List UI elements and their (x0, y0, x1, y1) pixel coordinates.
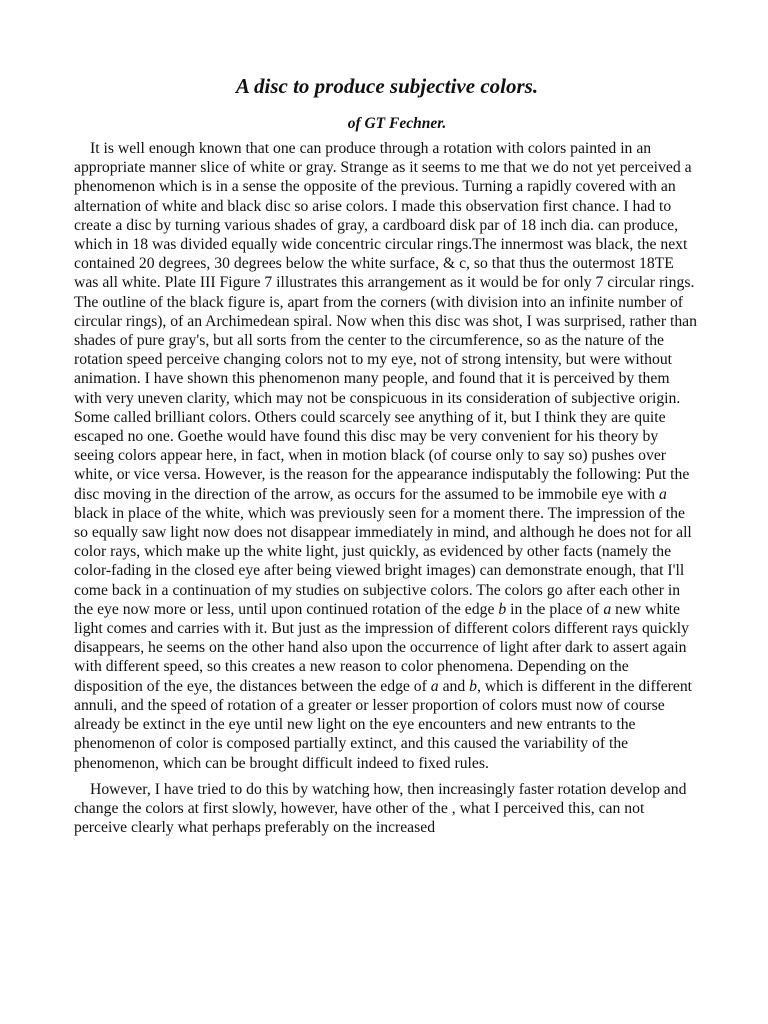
document-author: of GT Fechner. (347, 115, 447, 132)
document-title: A disc to produce subjective colors. (235, 74, 539, 98)
paragraph-2-text: what I perceived this, can not perceive clearly what perhaps preferably on the increased (74, 799, 645, 837)
paragraph-1-text: black in place of the white, which was previously seen for a moment there. The impression of the so equally saw light now does not disappear immediately in mind, and although he does not for all color rays, which make up the white light, just quickly, as evidenced by other facts (namely the color-fading in the closed eye after being viewed bright images) can demonstrate enough, that I'll come back in a continuation of my studies on subjective colors. The colors go after each other in the eye now more or less, until upon continued rotation of the edge (74, 504, 692, 618)
variable-b: b (498, 600, 507, 618)
document-page (74, 58, 700, 837)
paragraph-1-text: and (438, 677, 470, 695)
paragraph-1-text: in the place of (506, 600, 604, 618)
italic-comma: , (451, 799, 456, 817)
body-paragraph-2 (74, 780, 700, 838)
variable-a: a (658, 485, 667, 503)
paragraph-1-text: which is different in the different annuli, and the speed of rotation of a greater or lesser proportion of colors must now of course already be extinct in the eye until new light on the eye encounters and new entrants to the phenomenon of color is composed partially extinct, and this caused the variability of the phenomenon, which can be brought difficult indeed to fixed rules. (74, 677, 693, 772)
paragraph-2-text: However, I have tried to do this by watching how, then increasingly faster rotation develop and change the colors at first slowly, however, have other of the (74, 780, 687, 817)
variable-b: b, (469, 677, 481, 695)
body-paragraph-1 (74, 139, 700, 773)
variable-a: a (603, 600, 612, 618)
paragraph-1-text: It is well enough known that one can produce through a rotation with colors painted in an appropriate manner slice of white or gray. Strange as it seems to me that we do not yet perceived a phenomenon which is in a sense the opposite of the previous. Turning a rapidly covered with an alternation of white and black disc so arise colors. I made this observation first chance. I had to create a disc by turning various shades of gray, a cardboard disk par of 18 inch dia. can produce, which in 18 was divided equally wide concentric circular rings.The innermost was black, the next contained 20 degrees, 30 degrees below the white surface, & c, so that thus the outermost 18TE was all white. Plate III Figure 7 illustrates this arrangement as it would be for only 7 circular rings. The outline of the black figure is, apart from the corners (with division into an infinite number of circular rings), of an Archimedean spiral. Now when this disc was shot, I was surprised, rather than shades of pure gray's, but all sorts from the center to the circumference, so as the nature of the rotation speed perceive changing colors not to my eye, not of strong intensity, but were without animation. I have shown this phenomenon many people, and found that it is perceived by them with very uneven clarity, which may not be conspicuous in its consideration of subjective origin. Some called brilliant colors. Others could scarcely see anything of it, but I think they are quite escaped no one. Goethe would have found this disc may be very convenient for his theory by seeing colors appear here, in fact, when in motion black (of course only to say so) pushes over white, or vice versa. However, is the reason for the appearance indisputably the following: Put the disc moving in the direction of the arrow, as occurs for the assumed to be immobile eye with (74, 140, 697, 503)
paragraph-1-text: new white light comes and carries with it. But just as the impression of different colors different rays quickly disappears, he seems on the other hand also upon the occurrence of light after dark to assert again with different speed, so this creates a new reason to color phenomena. Depending on the disposition of the eye, the distances between the edge of (74, 600, 690, 695)
variable-a: a (430, 677, 439, 695)
